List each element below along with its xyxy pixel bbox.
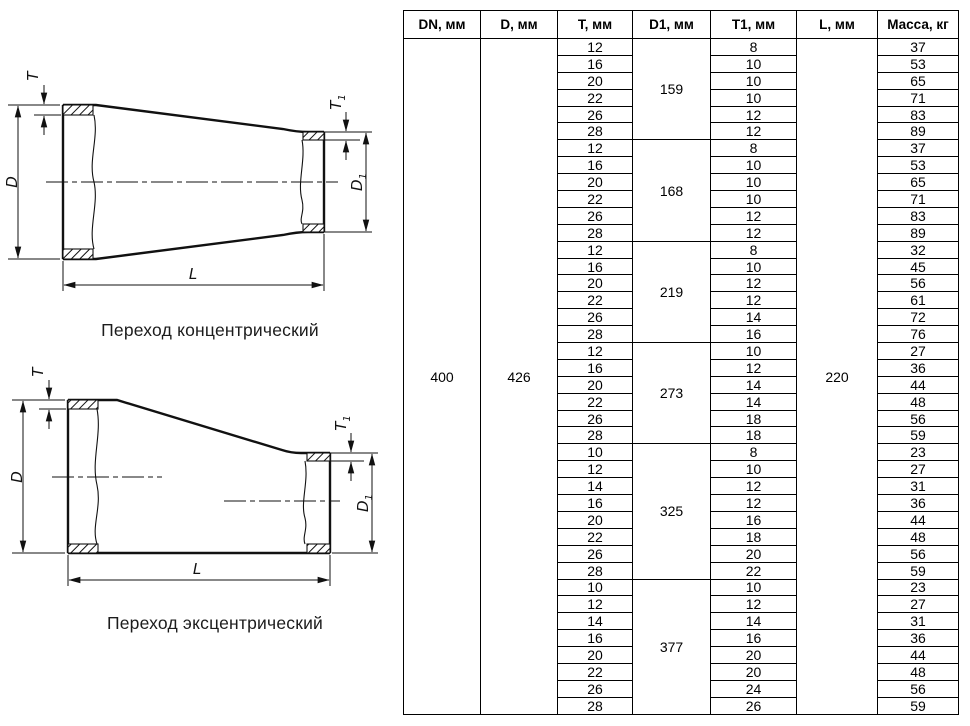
col-header-d: D, мм [481,11,558,39]
mass-value: 27 [878,596,959,613]
t-value: 12 [558,343,633,360]
t1-value: 12 [711,123,797,140]
t1-value: 18 [711,427,797,444]
t-value: 10 [558,444,633,461]
dimension-label-d1: $D_1$ [354,494,375,512]
mass-value: 89 [878,224,959,241]
t1-value: 12 [711,478,797,495]
t-value: 28 [558,562,633,579]
t-value: 28 [558,123,633,140]
t1-value: 20 [711,663,797,680]
table-row [404,39,959,56]
t1-value: 20 [711,545,797,562]
col-header-l: L, мм [797,11,878,39]
t1-value: 12 [711,275,797,292]
mass-value: 83 [878,207,959,224]
t1-value: 10 [711,174,797,191]
dimension-label-d1: $D_1$ [348,173,369,191]
t1-value: 10 [711,89,797,106]
mass-value: 37 [878,140,959,157]
mass-value: 23 [878,579,959,596]
mass-value: 61 [878,292,959,309]
t1-value: 16 [711,511,797,528]
mass-value: 56 [878,545,959,562]
mass-value: 44 [878,647,959,664]
mass-value: 44 [878,511,959,528]
mass-value: 59 [878,697,959,714]
t-value: 20 [558,376,633,393]
mass-value: 27 [878,461,959,478]
t1-value: 10 [711,343,797,360]
t-value: 12 [558,241,633,258]
d-value: 426 [481,39,558,715]
t-value: 12 [558,140,633,157]
t1-value: 18 [711,410,797,427]
t-value: 20 [558,511,633,528]
d1-value: 219 [633,241,711,342]
t-value: 28 [558,697,633,714]
d1-value: 168 [633,140,711,241]
t1-value: 12 [711,495,797,512]
t1-value: 12 [711,207,797,224]
dimension-label-d: D [3,176,21,188]
t1-value: 12 [711,359,797,376]
col-header-mass: Масса, кг [878,11,959,39]
t-value: 26 [558,410,633,427]
mass-value: 23 [878,444,959,461]
t-value: 16 [558,359,633,376]
t-value: 14 [558,613,633,630]
dimension-t [39,380,66,429]
mass-value: 65 [878,174,959,191]
col-header-t: T, мм [558,11,633,39]
t-value: 12 [558,39,633,56]
t-value: 16 [558,630,633,647]
col-header-t1: T1, мм [711,11,797,39]
mass-value: 48 [878,393,959,410]
t-value: 26 [558,309,633,326]
t-value: 28 [558,326,633,343]
t-value: 12 [558,461,633,478]
mass-value: 56 [878,275,959,292]
t-value: 20 [558,647,633,664]
mass-value: 45 [878,258,959,275]
dimension-t1 [330,433,378,481]
eccentric-caption: Переход эксцентрический [106,613,324,633]
mass-value: 76 [878,326,959,343]
t1-value: 10 [711,55,797,72]
concentric-reducer-drawing [0,58,400,318]
d1-value: 325 [633,444,711,579]
t1-value: 10 [711,72,797,89]
t-value: 12 [558,596,633,613]
t-value: 22 [558,89,633,106]
t1-value: 22 [711,562,797,579]
table-header-row [404,11,959,39]
eccentric-reducer-drawing [0,360,400,605]
t1-value: 8 [711,241,797,258]
mass-value: 56 [878,680,959,697]
t-value: 16 [558,495,633,512]
t-value: 16 [558,258,633,275]
mass-value: 71 [878,191,959,208]
t1-value: 14 [711,376,797,393]
t-value: 16 [558,55,633,72]
mass-value: 59 [878,427,959,444]
t-value: 28 [558,427,633,444]
mass-value: 31 [878,478,959,495]
t1-value: 16 [711,326,797,343]
t-value: 22 [558,191,633,208]
mass-value: 48 [878,663,959,680]
t-value: 28 [558,224,633,241]
t1-value: 8 [711,444,797,461]
mass-value: 53 [878,55,959,72]
t-value: 22 [558,393,633,410]
t1-value: 14 [711,393,797,410]
mass-value: 72 [878,309,959,326]
dimension-label-l: L [188,265,198,283]
mass-value: 89 [878,123,959,140]
t1-value: 24 [711,680,797,697]
d1-value: 159 [633,39,711,140]
t-value: 26 [558,207,633,224]
mass-value: 31 [878,613,959,630]
t1-value: 14 [711,613,797,630]
t-value: 20 [558,174,633,191]
dimension-label-t: T [29,367,47,377]
dimension-t [34,85,61,135]
t1-value: 12 [711,224,797,241]
t1-value: 8 [711,140,797,157]
col-header-dn: DN, мм [404,11,481,39]
dn-value: 400 [404,39,481,715]
mass-value: 65 [878,72,959,89]
t-value: 10 [558,579,633,596]
t1-value: 10 [711,579,797,596]
mass-value: 53 [878,157,959,174]
t-value: 22 [558,528,633,545]
t-value: 22 [558,292,633,309]
dimension-label-l: L [192,560,202,578]
t1-value: 14 [711,309,797,326]
dimension-label-t: T [24,71,42,81]
t-value: 26 [558,106,633,123]
t1-value: 16 [711,630,797,647]
t1-value: 10 [711,258,797,275]
t-value: 26 [558,545,633,562]
t-value: 16 [558,157,633,174]
mass-value: 36 [878,630,959,647]
t-value: 20 [558,72,633,89]
mass-value: 56 [878,410,959,427]
t-value: 20 [558,275,633,292]
t1-value: 10 [711,157,797,174]
l-value: 220 [797,39,878,715]
t1-value: 12 [711,292,797,309]
mass-value: 27 [878,343,959,360]
col-header-d1: D1, мм [633,11,711,39]
mass-value: 71 [878,89,959,106]
dimension-label-t1: $T_1$ [327,94,348,110]
t1-value: 10 [711,191,797,208]
t1-value: 20 [711,647,797,664]
t1-value: 26 [711,697,797,714]
mass-value: 36 [878,359,959,376]
t-value: 22 [558,663,633,680]
mass-value: 36 [878,495,959,512]
t1-value: 12 [711,596,797,613]
mass-value: 48 [878,528,959,545]
dimension-t1 [324,112,372,160]
center-lines [52,477,340,501]
t1-value: 8 [711,39,797,56]
mass-value: 44 [878,376,959,393]
t-value: 26 [558,680,633,697]
t-value: 14 [558,478,633,495]
mass-value: 59 [878,562,959,579]
mass-value: 83 [878,106,959,123]
t1-value: 18 [711,528,797,545]
dimensions-table [403,10,959,715]
dimension-label-t1: $T_1$ [332,415,353,431]
concentric-caption: Переход концентрический [101,320,319,340]
t1-value: 10 [711,461,797,478]
mass-value: 37 [878,39,959,56]
mass-value: 32 [878,241,959,258]
d1-value: 273 [633,343,711,444]
dimension-label-d: D [8,471,26,483]
t1-value: 12 [711,106,797,123]
d1-value: 377 [633,579,711,715]
